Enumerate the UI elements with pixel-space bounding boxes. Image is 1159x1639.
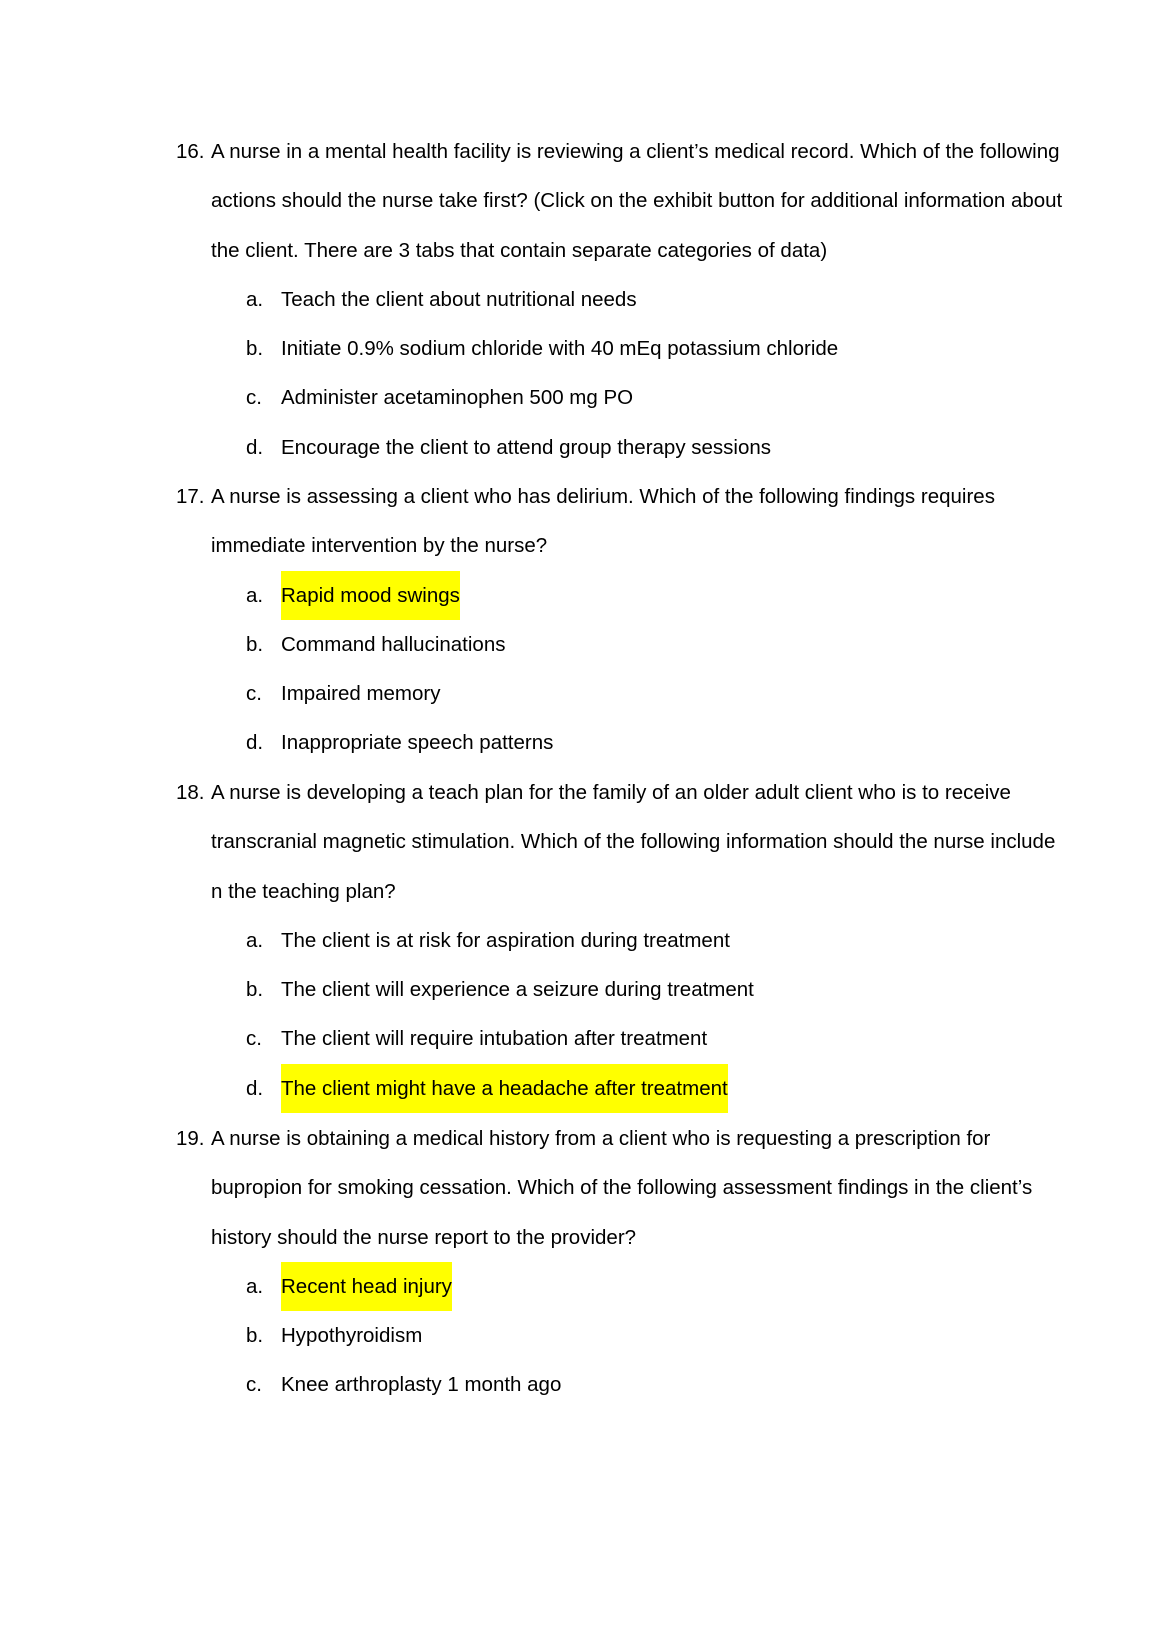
- option-list: [176, 916, 1066, 1113]
- question-text: A nurse is developing a teach plan for the family of an older adult client who is to receive transcranial magnetic stimulation. Which of the following information should the nurse include n the teaching plan?: [211, 781, 1056, 903]
- option-letter: a.: [246, 583, 264, 607]
- option-item: [246, 571, 1066, 620]
- option-letter: b.: [246, 632, 264, 656]
- option-item: [246, 324, 1066, 373]
- option-item: [246, 1311, 1066, 1360]
- question-stem: [176, 1114, 1066, 1262]
- question-16: [176, 127, 1066, 472]
- option-text: The client is at risk for aspiration during treatment: [281, 928, 730, 952]
- option-text: Inappropriate speech patterns: [281, 731, 554, 755]
- question-19: [176, 1114, 1066, 1410]
- question-text: A nurse in a mental health facility is reviewing a client’s medical record. Which of the following actions should the nurse take first? (Click on the exhibit button for additional information about the client. There are 3 tabs that contain separate categories of data): [211, 140, 1063, 262]
- option-item: [246, 373, 1066, 422]
- option-item: [246, 669, 1066, 718]
- option-letter: d.: [246, 435, 264, 459]
- option-letter: c.: [246, 1027, 262, 1051]
- option-item: [246, 275, 1066, 324]
- option-text: Initiate 0.9% sodium chloride with 40 mEq potassium chloride: [281, 337, 839, 361]
- option-text: Impaired memory: [281, 682, 441, 706]
- option-item: [246, 620, 1066, 669]
- question-text: A nurse is obtaining a medical history from a client who is requesting a prescription for bupropion for smoking cessation. Which of the following assessment findings in the client’s history should the nurse report to the provider?: [211, 1127, 1033, 1249]
- question-text: A nurse is assessing a client who has delirium. Which of the following findings requires immediate intervention by the nurse?: [211, 485, 995, 558]
- option-letter: c.: [246, 682, 262, 706]
- option-list: [176, 275, 1066, 472]
- option-item: [246, 1262, 1066, 1311]
- question-18: [176, 768, 1066, 1113]
- option-text: Knee arthroplasty 1 month ago: [281, 1373, 562, 1397]
- option-list: [176, 571, 1066, 768]
- option-item: [246, 965, 1066, 1014]
- option-text: Teach the client about nutritional needs: [281, 287, 637, 311]
- option-text: Encourage the client to attend group therapy sessions: [281, 435, 772, 459]
- question-number: 19.: [176, 1127, 205, 1150]
- option-letter: a.: [246, 928, 264, 952]
- option-text: Hypothyroidism: [281, 1324, 423, 1348]
- question-17: [176, 472, 1066, 768]
- option-item: [246, 718, 1066, 767]
- option-letter: b.: [246, 337, 264, 361]
- question-stem: [176, 768, 1066, 916]
- option-item: [246, 1014, 1066, 1063]
- option-letter: b.: [246, 978, 264, 1002]
- question-number: 17.: [176, 485, 205, 508]
- option-list: [176, 1262, 1066, 1410]
- option-letter: d.: [246, 731, 264, 755]
- option-item: [246, 1064, 1066, 1113]
- option-item: [246, 916, 1066, 965]
- question-stem: [176, 127, 1066, 275]
- option-letter: d.: [246, 1076, 264, 1100]
- option-item: [246, 423, 1066, 472]
- option-text: The client will experience a seizure during treatment: [281, 978, 754, 1002]
- option-text: Command hallucinations: [281, 632, 506, 656]
- option-text: The client will require intubation after treatment: [281, 1027, 708, 1051]
- option-text-highlighted: The client might have a headache after treatment: [281, 1064, 728, 1113]
- option-letter: a.: [246, 1274, 264, 1298]
- option-letter: c.: [246, 386, 262, 410]
- question-stem: [176, 472, 1066, 571]
- question-number: 18.: [176, 781, 205, 804]
- option-letter: b.: [246, 1324, 264, 1348]
- option-text-highlighted: Recent head injury: [281, 1262, 452, 1311]
- option-letter: a.: [246, 287, 264, 311]
- question-number: 16.: [176, 140, 205, 163]
- option-text-highlighted: Rapid mood swings: [281, 571, 460, 620]
- option-text: Administer acetaminophen 500 mg PO: [281, 386, 634, 410]
- option-item: [246, 1360, 1066, 1409]
- option-letter: c.: [246, 1373, 262, 1397]
